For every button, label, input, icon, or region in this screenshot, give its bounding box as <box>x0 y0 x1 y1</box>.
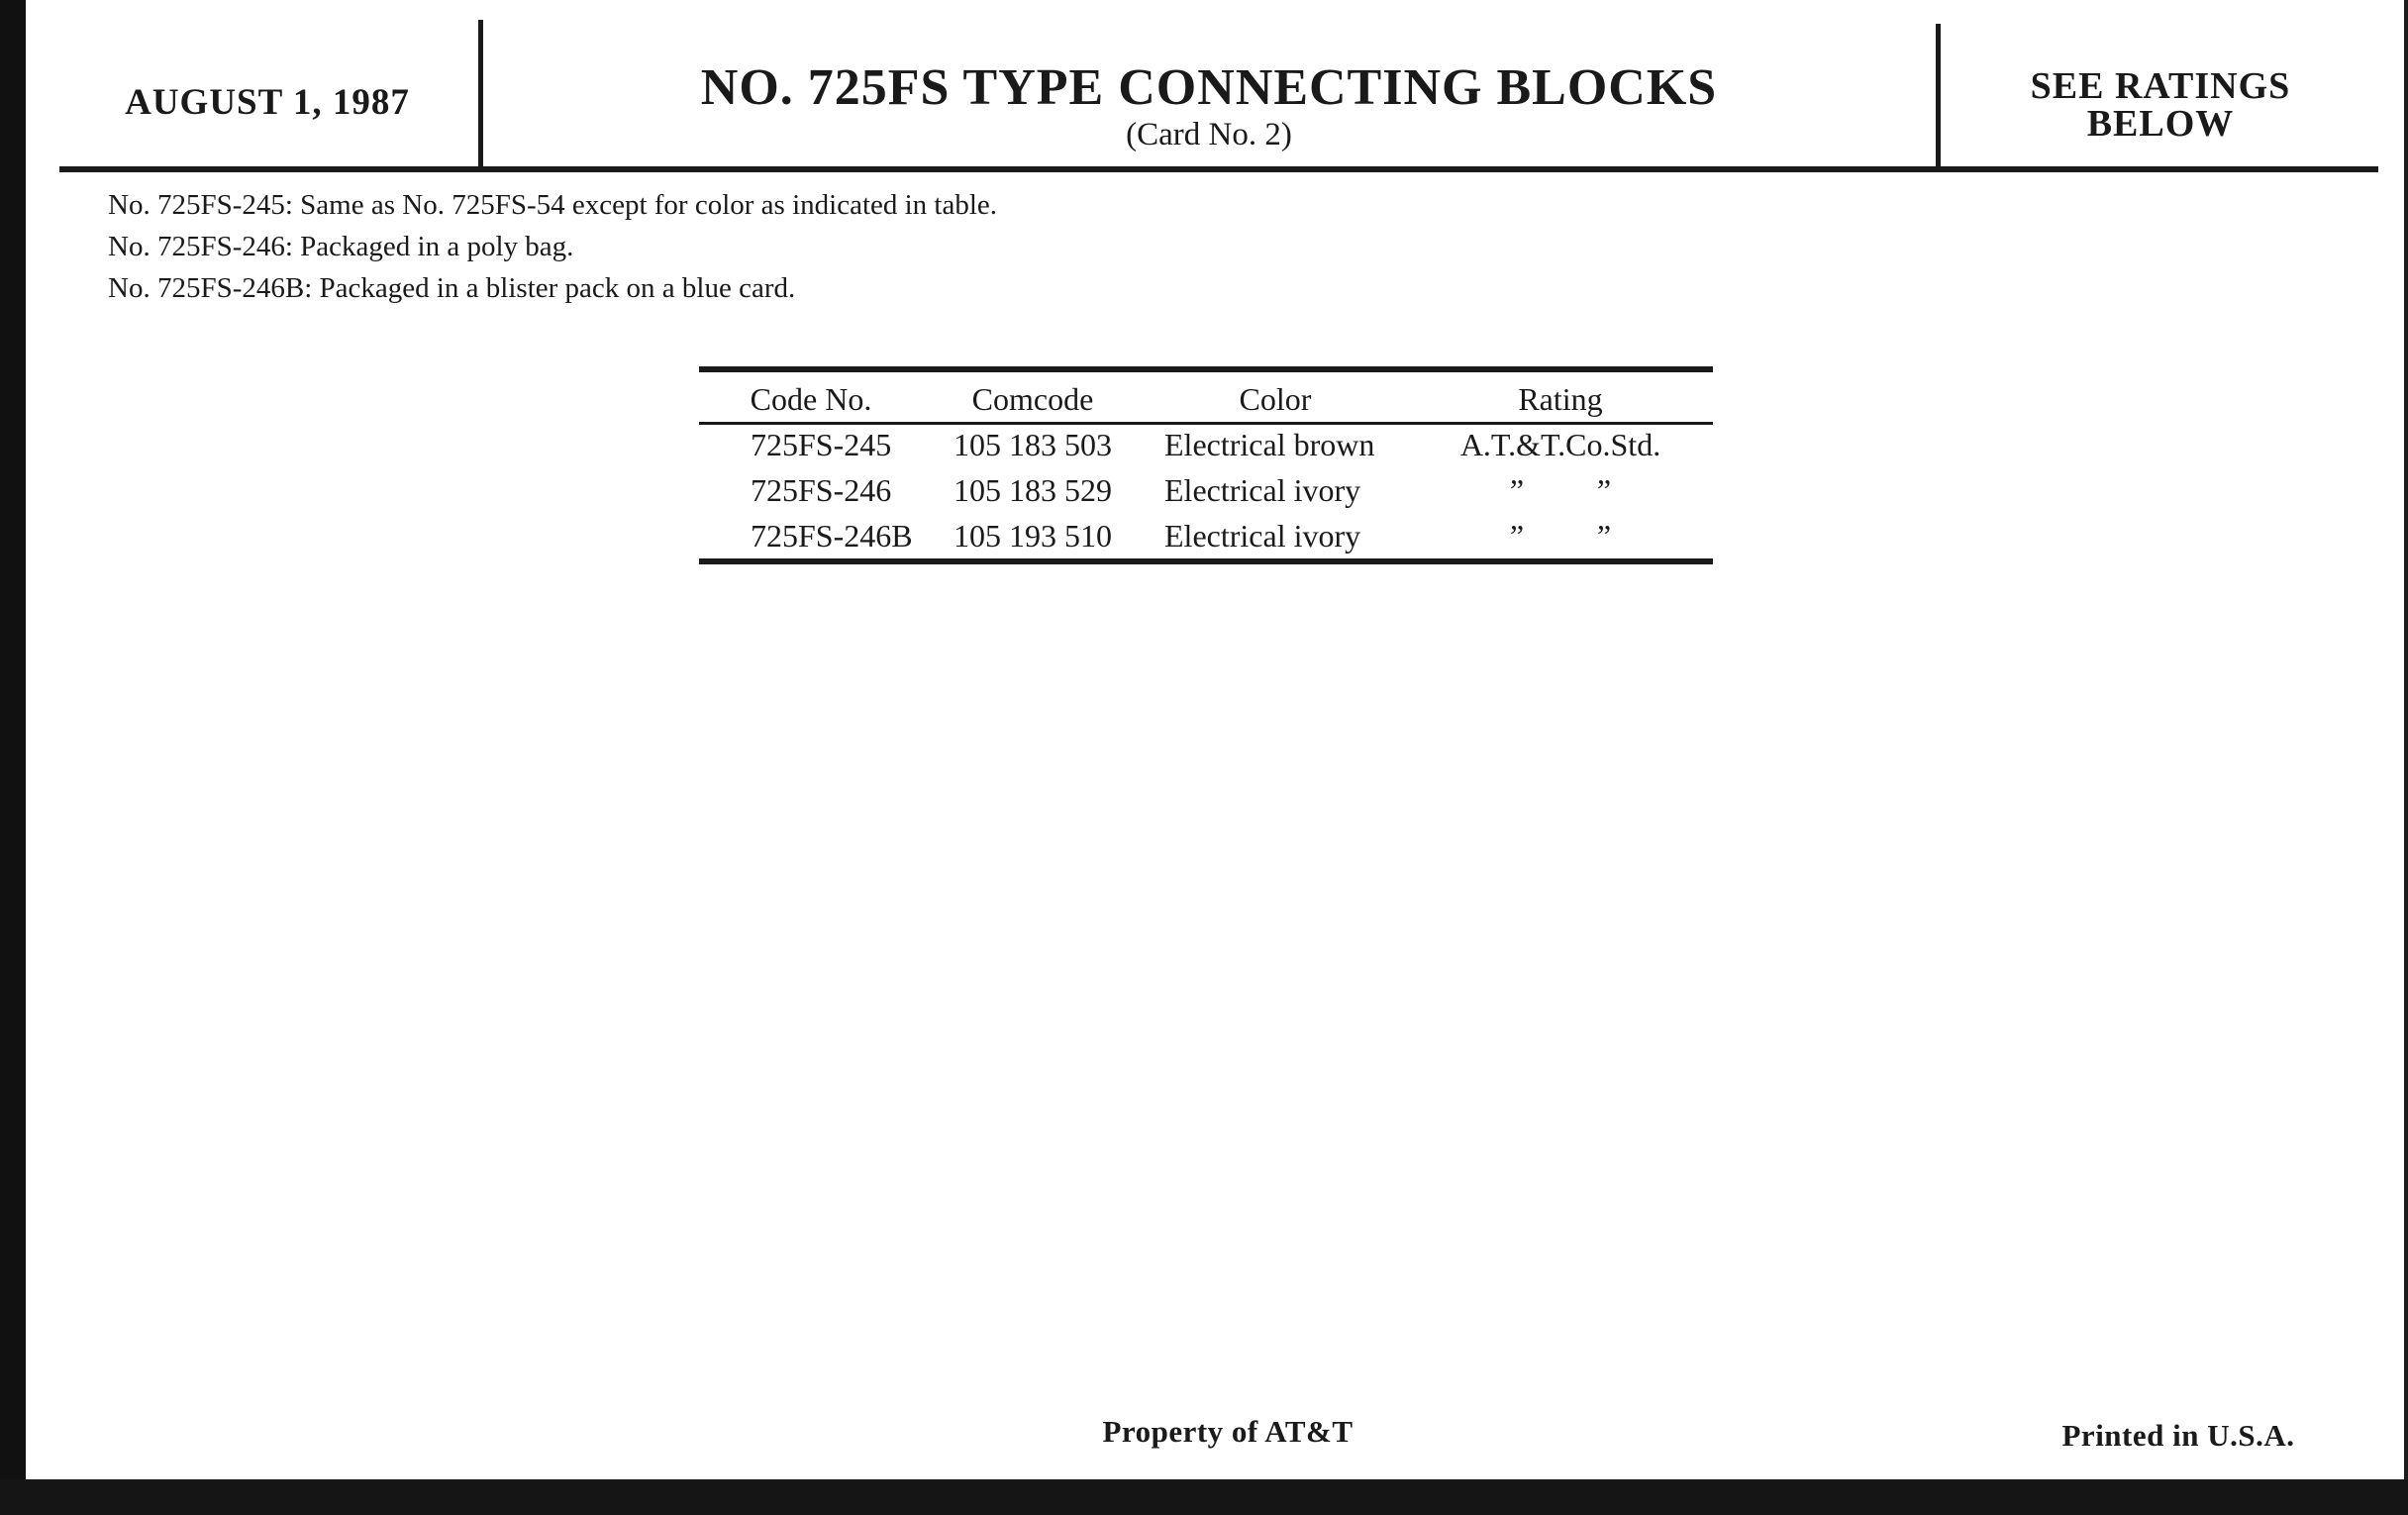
rating-ditto-cell <box>1408 467 1713 513</box>
comcode-cell: 105 183 529 <box>953 472 1112 508</box>
scan-left-edge <box>0 0 26 1515</box>
print-origin: Printed in U.S.A. <box>2061 1418 2295 1453</box>
ratings-note <box>1943 67 2378 143</box>
note-line: No. 725FS-246: Packaged in a poly bag. <box>108 231 574 262</box>
scan-bottom-edge <box>0 1479 2408 1515</box>
header-divider-right <box>1936 24 1941 168</box>
table-top-rule <box>699 366 1713 372</box>
column-header-color: Color <box>1239 381 1312 417</box>
ratings-note-line-2: BELOW <box>2086 103 2235 145</box>
column-header-code: Code No. <box>750 381 872 417</box>
ditto-mark: ” <box>1596 518 1612 554</box>
header-divider-left <box>478 20 483 168</box>
table-row <box>699 467 1713 513</box>
ditto-marks <box>1495 513 1626 558</box>
color-cell: Electrical brown <box>1164 427 1375 462</box>
column-header-comcode: Comcode <box>971 381 1094 417</box>
ditto-mark: ” <box>1596 472 1612 508</box>
comcode-cell: 105 193 510 <box>953 518 1112 554</box>
table-header-row <box>699 376 1713 422</box>
ditto-mark: ” <box>1509 472 1525 508</box>
card-number: (Card No. 2) <box>1126 117 1292 152</box>
header-rule <box>59 166 2378 172</box>
color-cell: Electrical ivory <box>1164 472 1361 508</box>
card-heading <box>485 59 1933 152</box>
color-cell: Electrical ivory <box>1164 518 1361 554</box>
product-notes <box>108 184 997 309</box>
note-line: No. 725FS-245: Same as No. 725FS-54 except for color as indicated in table. <box>108 189 998 221</box>
comcode-cell: 105 183 503 <box>953 427 1112 462</box>
rating-cell: A.T.&T.Co.Std. <box>1459 427 1661 462</box>
column-header-rating: Rating <box>1518 381 1603 417</box>
property-notice: Property of AT&T <box>1102 1414 1354 1449</box>
ratings-note-line-1: SEE RATINGS <box>2030 65 2291 107</box>
ditto-marks <box>1495 467 1626 513</box>
table-bottom-rule <box>699 558 1713 564</box>
ditto-mark: ” <box>1509 518 1525 554</box>
code-cell: 725FS-245 <box>751 427 892 462</box>
issue-date: AUGUST 1, 1987 <box>125 82 410 123</box>
rating-ditto-cell <box>1408 513 1713 558</box>
code-cell: 725FS-246 <box>751 472 892 508</box>
note-line: No. 725FS-246B: Packaged in a blister pack on a blue card. <box>108 272 796 304</box>
code-cell: 725FS-246B <box>751 518 913 554</box>
table-row <box>699 513 1713 558</box>
table-row <box>699 422 1713 467</box>
page-title: NO. 725FS TYPE CONNECTING BLOCKS <box>700 59 1718 116</box>
